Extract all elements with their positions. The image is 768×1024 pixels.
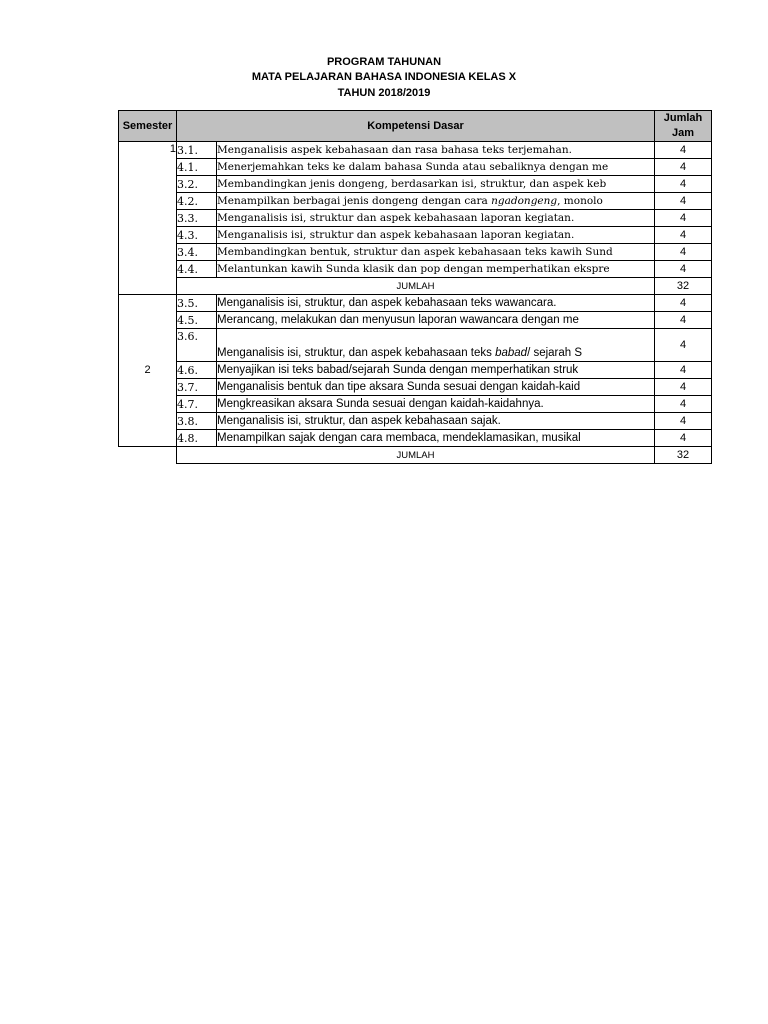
kd-text-part: Menganalisis isi, struktur, dan aspek kebahasaan teks [217,347,496,359]
total-row [119,447,712,464]
table-row [119,329,712,362]
table-row [119,159,712,176]
kd-number: 4.5. [177,312,217,329]
table-row [119,176,712,193]
kd-text: Menyajikan isi teks babad/sejarah Sunda dengan memperhatikan struk [217,362,655,379]
table-row [119,362,712,379]
table-row [119,379,712,396]
kd-number: 4.8. [177,430,217,447]
jam-value: 4 [655,312,712,329]
kd-number: 3.6. [177,329,217,362]
kd-number: 3.3. [177,210,217,227]
total-value: 32 [655,447,712,464]
kd-text-emphasis: babad [495,347,528,359]
kd-text: Menganalisis isi, struktur dan aspek kebahasaan laporan kegiatan. [217,227,655,244]
jam-value: 4 [655,261,712,278]
kd-text: Menganalisis isi, struktur, dan aspek kebahasaan sajak. [217,413,655,430]
kd-number: 4.2. [177,193,217,210]
kd-number: 4.7. [177,396,217,413]
doc-subtitle-subject: MATA PELAJARAN BAHASA INDONESIA KELAS X [251,71,517,83]
kd-number: 3.2. [177,176,217,193]
semester-2-label: 2 [119,295,177,447]
jam-value: 4 [655,396,712,413]
kd-text: Merancang, melakukan dan menyusun laporan wawancara dengan me [217,312,655,329]
jam-value: 4 [655,159,712,176]
total-value: 32 [655,278,712,295]
kd-text: Membandingkan bentuk, struktur dan aspek kebahasaan teks kawih Sund [217,244,655,261]
kd-number: 3.7. [177,379,217,396]
table-row [119,413,712,430]
header-kompetensi-dasar: Kompetensi Dasar [177,111,655,142]
header-jam-line2: Jam [671,127,695,139]
kd-number: 3.1. [177,142,217,159]
jam-value: 4 [655,295,712,312]
header-semester: Semester [119,111,177,142]
kd-text: Menganalisis bentuk dan tipe aksara Sunda sesuai dengan kaidah-kaid [217,379,655,396]
jam-value: 4 [655,379,712,396]
header-jam-line1: Jumlah [663,112,703,124]
kd-text: Menampilkan sajak dengan cara membaca, mendeklamasikan, musikal [217,430,655,447]
table-row [119,396,712,413]
kd-text: Menerjemahkan teks ke dalam bahasa Sunda atau sebaliknya dengan me [217,159,655,176]
kd-number: 4.3. [177,227,217,244]
program-table [118,110,712,464]
total-row [119,278,712,295]
table-row [119,295,712,312]
jam-value: 4 [655,413,712,430]
table-row [119,210,712,227]
kd-text: Membandingkan jenis dongeng, berdasarkan isi, struktur, dan aspek keb [217,176,655,193]
kd-number: 4.6. [177,362,217,379]
jam-value: 4 [655,227,712,244]
table-row [119,430,712,447]
kd-number: 4.1. [177,159,217,176]
jam-value: 4 [655,193,712,210]
kd-number: 4.4. [177,261,217,278]
doc-title: PROGRAM TAHUNAN [326,56,442,68]
table-row [119,244,712,261]
header-jumlah-jam [655,111,712,142]
kd-text-part: , monolo [557,194,603,207]
kd-text-emphasis: ngadongeng [491,194,558,207]
doc-subtitle-year: TAHUN 2018/2019 [337,87,431,99]
table-row [119,227,712,244]
kd-text-part: Menampilkan berbagai jenis dongeng dengan cara [217,194,492,207]
kd-text: Menganalisis isi, struktur, dan aspek kebahasaan teks wawancara. [217,295,655,312]
table-row [119,261,712,278]
jam-value: 4 [655,430,712,447]
kd-text: Mengkreasikan aksara Sunda sesuai dengan kaidah-kaidahnya. [217,396,655,413]
kd-number: 3.5. [177,295,217,312]
kd-text-part: / sejarah S [527,347,583,359]
kd-text [217,193,655,210]
kd-text: Menganalisis isi, struktur dan aspek kebahasaan laporan kegiatan. [217,210,655,227]
jam-value: 4 [655,244,712,261]
jam-value: 4 [655,176,712,193]
kd-text [217,329,655,362]
total-label: JUMLAH [177,447,655,464]
table-header-row [119,111,712,142]
kd-number: 3.8. [177,413,217,430]
table-row [119,142,712,159]
jam-value: 4 [655,142,712,159]
table-row [119,193,712,210]
semester-1-label: 1 [119,142,177,159]
jam-value: 4 [655,362,712,379]
jam-value: 4 [655,210,712,227]
kd-text: Menganalisis aspek kebahasaan dan rasa bahasa teks terjemahan. [217,142,655,159]
kd-number: 3.4. [177,244,217,261]
total-label: JUMLAH [177,278,655,295]
kd-text: Melantunkan kawih Sunda klasik dan pop dengan memperhatikan ekspre [217,261,655,278]
jam-value: 4 [655,329,712,362]
table-row [119,312,712,329]
